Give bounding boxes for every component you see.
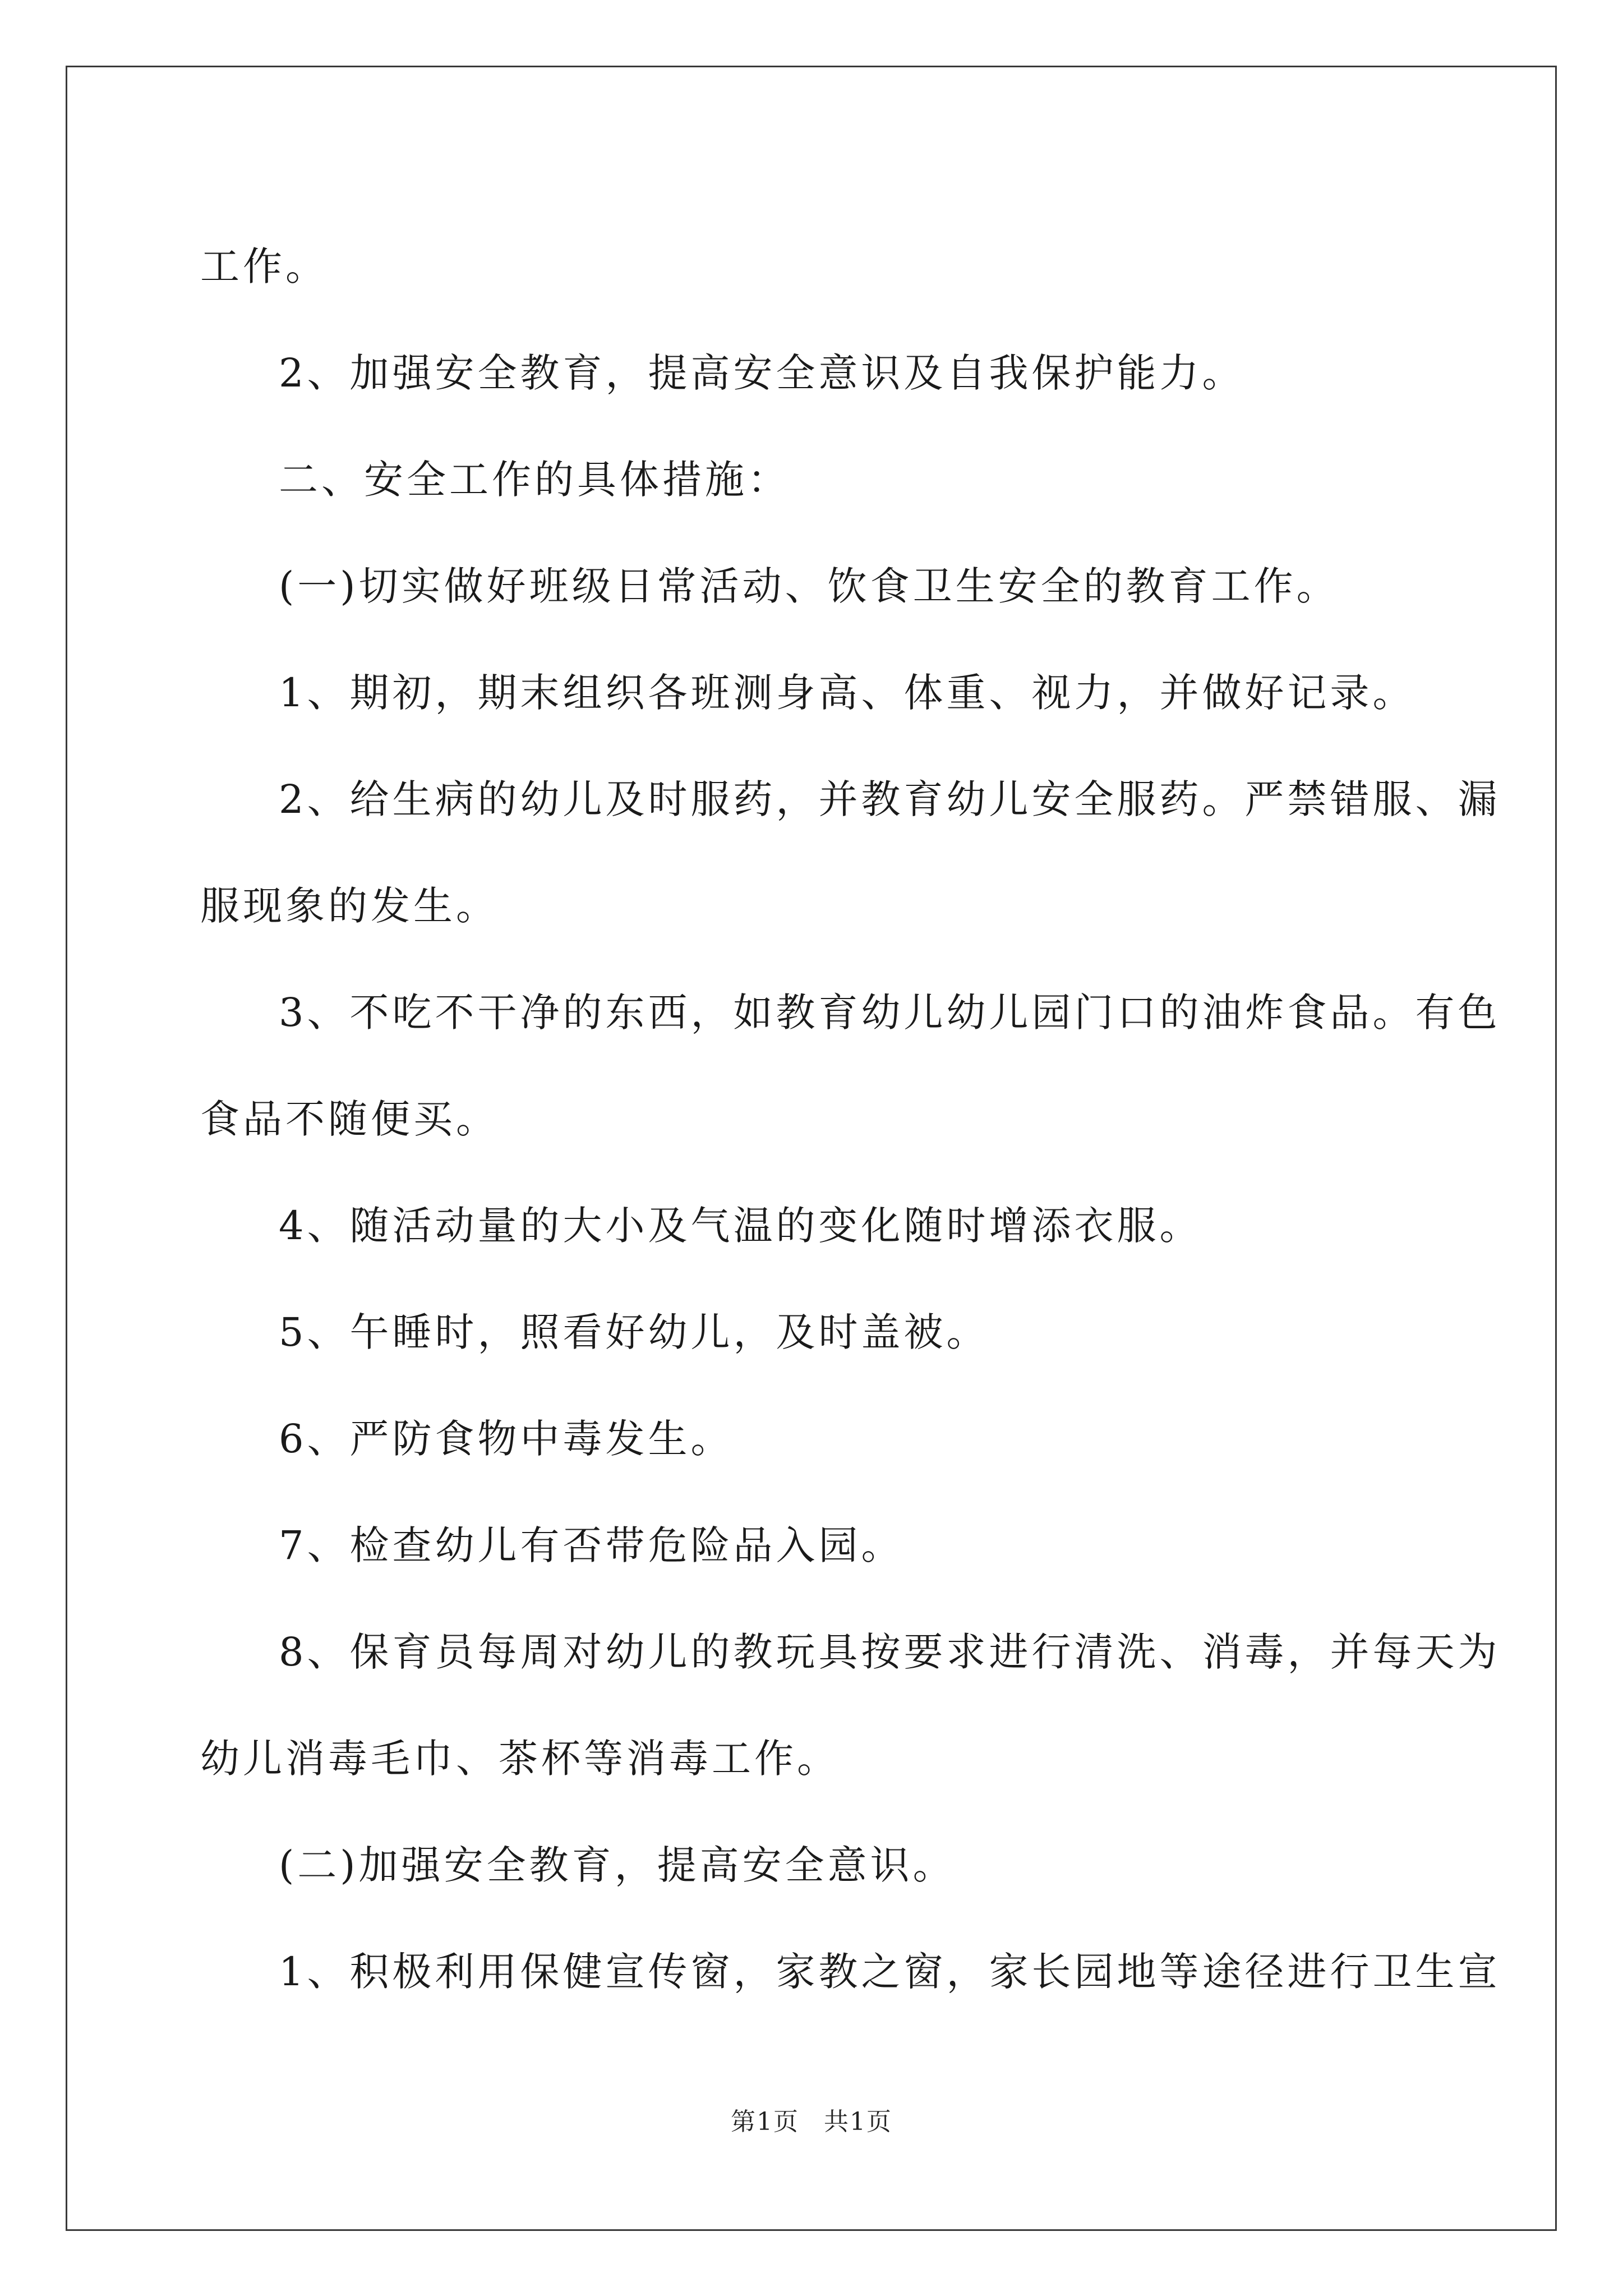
- subsection-heading: (一)切实做好班级日常活动、饮食卫生安全的教育工作。: [279, 563, 1339, 609]
- list-item: 7、检查幼儿有否带危险品入园。: [279, 1522, 904, 1568]
- list-item-continuation: 幼儿消毒毛巾、茶杯等消毒工作。: [200, 1736, 840, 1782]
- list-item-continuation: 食品不随便买。: [200, 1096, 499, 1142]
- list-item: 2、给生病的幼儿及时服药，并教育幼儿安全服药。严禁错服、漏: [279, 776, 1501, 822]
- list-item: 1、期初，期末组织各班测身高、体重、视力，并做好记录。: [279, 670, 1415, 716]
- list-item: 3、不吃不干净的东西，如教育幼儿幼儿园门口的油炸食品。有色: [279, 990, 1501, 1036]
- paragraph: 工作。: [200, 243, 328, 289]
- page-number: 第1页: [731, 2108, 799, 2136]
- subsection-heading: (二)加强安全教育，提高安全意识。: [279, 1842, 956, 1888]
- list-item: 1、积极利用保健宣传窗，家教之窗，家长园地等途径进行卫生宣: [279, 1949, 1501, 1995]
- list-item-continuation: 服现象的发生。: [200, 883, 499, 929]
- page-count: 共1页: [824, 2108, 892, 2136]
- document-body: [200, 213, 1501, 2025]
- list-item: 8、保育员每周对幼儿的教玩具按要求进行清洗、消毒，并每天为: [279, 1629, 1501, 1675]
- page-footer: [0, 2101, 1623, 2137]
- list-item: 4、随活动量的大小及气温的变化随时增添衣服。: [279, 1203, 1202, 1249]
- section-heading: 二、安全工作的具体措施：: [279, 457, 790, 503]
- list-item: 6、严防食物中毒发生。: [279, 1416, 734, 1462]
- paragraph: 2、加强安全教育，提高安全意识及自我保护能力。: [279, 350, 1245, 396]
- list-item: 5、午睡时，照看好幼儿，及时盖被。: [279, 1309, 989, 1355]
